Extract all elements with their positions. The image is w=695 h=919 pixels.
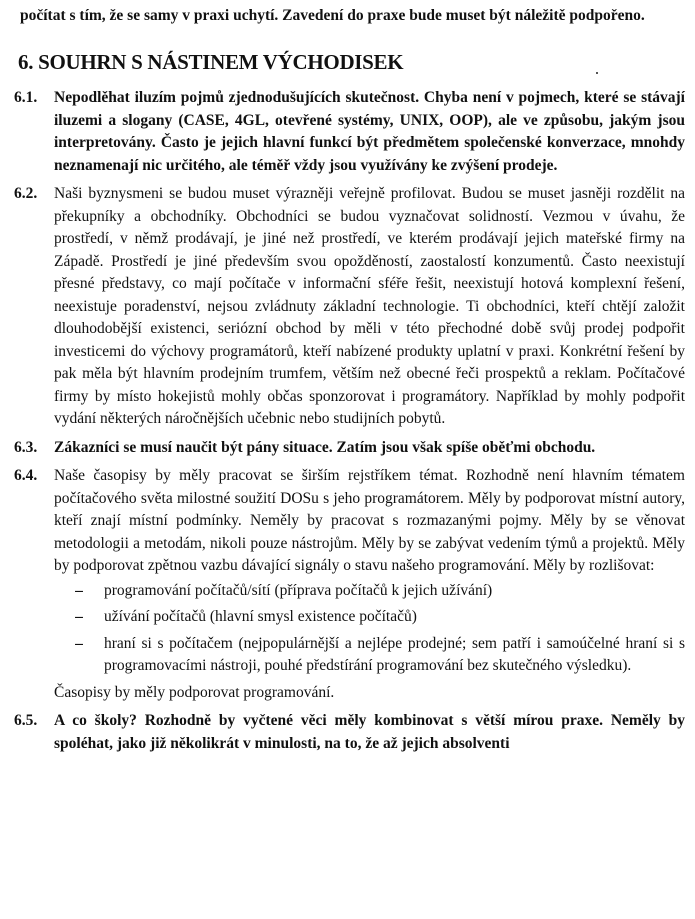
list-item-6-1	[14, 87, 685, 177]
item-text: Zákazníci se musí naučit být pány situace. Zatím jsou však spíše oběťmi obchodu.	[54, 438, 596, 456]
item-text: A co školy? Rozhodně by vyčtené věci měly kombinovat s větší mírou praxe. Neměly by spoléhat, jako již několikrát v minulosti, na to, že až jejich absolventi	[54, 712, 685, 752]
item-body	[54, 465, 685, 704]
dash-item-text: hraní si s počítačem (nejpopulárnější a nejlépe prodejné; sem patří i samoúčelné hraní si s programovacími nástroji, pouhé předstírání programování bez skutečného výsledku).	[104, 634, 685, 674]
item-number: 6.5.	[14, 712, 38, 729]
dash-marker: –	[75, 634, 83, 652]
item-text: Naše časopisy by měly pracovat se širším rejstříkem témat. Rozhodně není hlavním tématem počítačového světa milostné soužití DOSu s jeho programátorem. Měly by podporovat místní autory, kteří znají místní podmínky. Neměly by pracovat s rozmazanými pojmy. Měly by se věnovat metodologii a metodám, nikoli pouze nástrojům. Měly by se zabývat vedením týmů a projektů. Měly by podporovat zpětnou vazbu dávající signály o stavu našeho programování. Měly by rozlišovat:	[54, 467, 685, 574]
item-number: 6.2.	[14, 185, 38, 202]
item-number: 6.3.	[14, 438, 38, 456]
dash-marker: –	[75, 581, 83, 599]
list-item-6-3	[14, 437, 685, 460]
dash-list-item	[54, 580, 685, 603]
item-number: 6.4.	[14, 467, 38, 484]
list-item-6-2	[14, 183, 685, 431]
item-number: 6.1.	[14, 89, 38, 106]
dash-list	[54, 580, 685, 678]
list-item-6-4	[14, 465, 685, 704]
section-heading: 6. SOUHRN S NÁSTINEM VÝCHODISEK	[18, 50, 404, 74]
scan-speck	[596, 72, 598, 74]
item-text: Nepodlěhat iluzím pojmů zjednodušujících skutečnost. Chyba není v pojmech, které se stávají iluzemi a slogany (CASE, 4GL, otevřené systémy, UNIX, OOP), ale ve způsobu, jakým jsou interpretovány. Často je jejich hlavní funkcí být předmětem společenské konverzace, mnohdy neznamenají nic určitého, ale téměř vždy jsou využívány ke zvýšení prodeje.	[54, 89, 685, 174]
list-item-6-5	[14, 710, 685, 755]
dash-list-item	[54, 633, 685, 678]
intro-paragraph: počítat s tím, že se samy v praxi uchytí. Zavedení do praxe bude muset být náležitě podpořeno.	[20, 7, 645, 24]
dash-item-text: programování počítačů/sítí (příprava počítačů k jejich užívání)	[104, 581, 493, 599]
item-text: Naši byznysmeni se budou muset výrazněji veřejně profilovat. Budou se muset jasněji rozdělit na překupníky a obchodníky. Obchodníci se budou vyznačovat solidností. Vezmou v úvahu, že prostředí, v němž prodávají, je jiné než prostředí, ve kterém prodávají jejich mateřské firmy na Západě. Prostředí je jiné především svou opožděností, zaostalostí konzumentů. Často neexistují přesné představy, co mají počítače v informační sféře řešit, neexistují hotová komplexní řešení, neexistuje poradenství, nejsou zvládnuty základní technologie. Ti obchodníci, kteří chtějí založit dlouhodobější existenci, seriózní obchod by měli v této přechodné době svůj prodej podpořit investicemi do výchovy programátorů, kteří nabízené produkty uplatní v praxi. Konkrétní řešení by pak měla být hlavním prodejním trumfem, větším než obecné řeči prospektů a reklam. Počítačové firmy by místo hokejistů mohly občas sponzorovat i programátory. Například by mohly podpořit vydání některých náročnějších učebnic nebo studijních pobytů.	[54, 185, 685, 427]
dash-marker: –	[75, 608, 83, 625]
dash-item-text: užívání počítačů (hlavní smysl existence počítačů)	[104, 608, 417, 625]
item-closing-text: Časopisy by měly podporovat programování.	[54, 683, 335, 701]
dash-list-item	[54, 606, 685, 629]
